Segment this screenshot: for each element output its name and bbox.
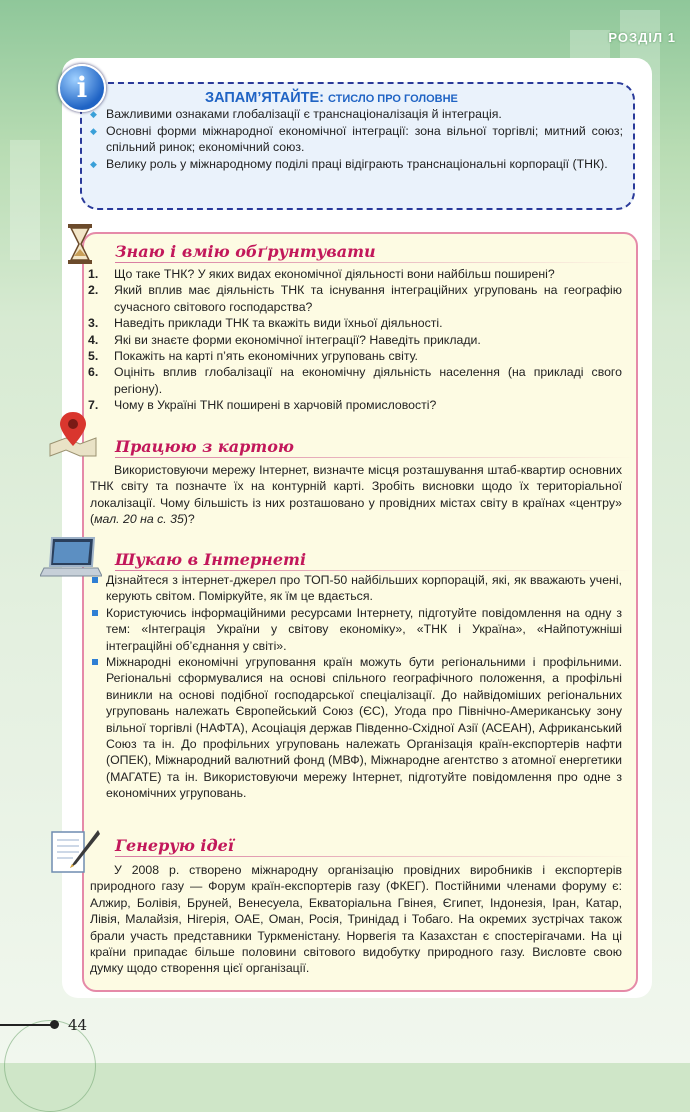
- map-pin-icon: [48, 410, 98, 458]
- internet-tasks-list: [88, 572, 622, 802]
- list-item: 5. Покажіть на карті п’ять економічних угруповань світу.: [88, 349, 418, 364]
- section-label: РОЗДІЛ 1: [608, 30, 676, 45]
- list-item: ◆ Основні форми міжнародної економічної інтеграції: зона вільної торгівлі; митний союз; спільний ринок; економічний союз.: [88, 123, 623, 156]
- remember-title: ЗАПАМ’ЯТАЙТЕ: СТИСЛО ПРО ГОЛОВНЕ: [205, 90, 458, 106]
- info-icon: i: [58, 64, 106, 112]
- page-number-line: [0, 1024, 52, 1026]
- internet-heading: Шукаю в Інтернеті: [115, 550, 306, 569]
- list-item: 6. Оцініть вплив глобалізації на економічну діяльність населення (на прикладі свого регіону).: [88, 365, 622, 396]
- hourglass-icon: [62, 222, 98, 266]
- list-item: ◆ Важливими ознаками глобалізації є транснаціоналізація й інтеграція.: [88, 106, 623, 123]
- remember-list: [88, 106, 623, 172]
- list-item: Користуючись інформаційними ресурсами Інтернету, підготуйте повідомлення на одну з тем: «Інтеграція України у світову економіку», «ТНК і Україна», «Найпотужніші інтеграційні об’єднання у світі».: [88, 605, 622, 654]
- page-number-dot: [50, 1020, 59, 1029]
- list-item: ◆ Велику роль у міжнародному поділі праці відіграють транснаціональні корпорації (ТНК).: [88, 156, 623, 173]
- list-item: 1. Що таке ТНК? У яких видах економічної діяльності вони найбільш поширені?: [88, 267, 555, 281]
- know-questions-list: [88, 266, 622, 414]
- ideas-heading: Генерую ідеї: [115, 836, 234, 855]
- list-item: 2. Який вплив має діяльність ТНК та існування інтеграційних угруповань на географію сучасного світового господарства?: [88, 283, 622, 314]
- know-heading: Знаю і вмію обґрунтувати: [115, 242, 376, 261]
- list-item: Дізнайтеся з інтернет-джерел про ТОП-50 найбільших корпорацій, які, як вважають учені, керують світом. Поміркуйте, як їм це вдається.: [88, 572, 622, 605]
- page-number: 44: [68, 1016, 88, 1034]
- map-heading: Працюю з картою: [115, 437, 294, 456]
- map-task-text: Використовуючи мережу Інтернет, визначте місця розташування штаб-квартир основних ТНК світу та позначте їх на контурній карті. Зробіть висновки щодо їх територіальної локалізації. Чому більшість із них розташовано у провідних містах світу в країнах «центру» (мал. 20 на с. 35)?: [90, 463, 622, 527]
- ideas-task-text: У 2008 р. створено міжнародну організацію провідних виробників і експортерів природного газу — Форум країн-експортерів газу (ФКЕГ). Постійними членами форуму є: Алжир, Болівія, Бруней, Венесуела, Екваторіальна Гвінея, Єгипет, Індонезія, Іран, Катар, Лівія, Малайзія, Нігерія, ОАЕ, Оман, Росія, Тринідад і Тобаго. На окремих зустрічах також брали участь представники Туркменістану. Норвегія та Казахстан є спостерігачами. На ці країни припадає більше половини світового видобутку природного газу. Висловте свою думку щодо створення цієї організації.: [90, 863, 622, 976]
- list-item: 7. Чому в Україні ТНК поширені в харчовій промисловості?: [88, 398, 437, 413]
- list-item: 4. Які ви знаєте форми економічної інтеграції? Наведіть приклади.: [88, 332, 481, 347]
- list-item: Міжнародні економічні угруповання країн можуть бути регіональними і профільними. Регіональні сформувалися на основі спільного географічного положення, а профільні виникли на основі подібної господарської спеціалізації. До найвідоміших регіональних угруповань належать Європейський Союз (ЄС), Угода про Північно-Американську зону вільної торгівлі (НАФТА), Асоціація держав Південно-Східної Азії (АСЕАН), Африканський Союз та ін. До профільних угруповань належать Організація країн-експортерів нафти (ОПЕК), Міжнародний валютний фонд (МВФ), Міжнародне агентство з атомної енергетики (МАГАТЕ) та ін. Використовуючи мережу Інтернет, підготуйте повідомлення про одне з економічних угруповань.: [88, 654, 622, 802]
- list-item: 3. Наведіть приклади ТНК та вкажіть види їхньої діяльності.: [88, 316, 443, 331]
